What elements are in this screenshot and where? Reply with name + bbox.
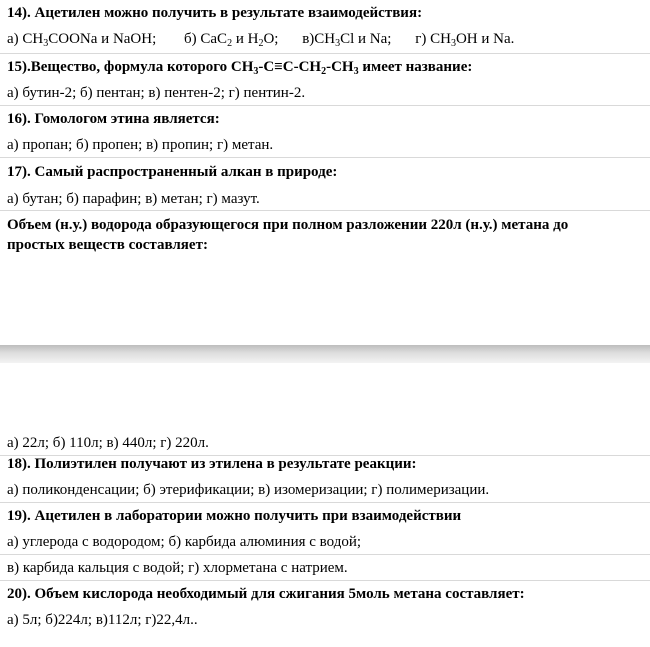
- question-14-answers: [7, 30, 514, 48]
- question-19-title: 19). Ацетилен в лаборатории можно получить при взаимодействии: [7, 508, 462, 524]
- question-18-title: 18). Полиэтилен получают из этилена в результате реакции:: [7, 456, 417, 472]
- divider: [0, 105, 650, 106]
- question-14-title: 14). Ацетилен можно получить в результате взаимодействия:: [7, 5, 423, 21]
- question-volume-answers: а) 22л; б) 110л; в) 440л; г) 220л.: [7, 435, 209, 451]
- divider: [0, 157, 650, 158]
- divider: [0, 53, 650, 54]
- answer-14-a: а) $CH_3COONa$ и NaOH;: [7, 31, 157, 49]
- question-19-answers-line1: а) углерода с водородом; б) карбида алюминия с водой;: [7, 534, 362, 550]
- question-20-answers: а) 5л; б)224л; в)112л; г)22,4л..: [7, 612, 198, 628]
- question-16-title: 16). Гомологом этина является:: [7, 111, 220, 127]
- question-volume-title-line1: Объем (н.у.) водорода образующегося при полном разложении 220л (н.у.) метана до: [7, 217, 569, 233]
- question-16-answers: а) пропан; б) пропен; в) пропин; г) метан.: [7, 137, 274, 153]
- question-15-title: 15).Вещество, формула которого $CH_3-C\equiv C-CH_2-CH_3$ имеет название:: [7, 59, 473, 77]
- divider: [0, 210, 650, 211]
- divider: [0, 554, 650, 555]
- answer-14-d: г) $CH_3OH$ и Na.: [415, 31, 515, 49]
- question-volume-title-line2: простых веществ составляет:: [7, 237, 208, 253]
- question-19-answers-line2: в) карбида кальция с водой; г) хлорметана с натрием.: [7, 560, 348, 576]
- answer-14-c: $в)CH_3Cl$ и Na;: [302, 31, 392, 49]
- question-17-answers: а) бутан; б) парафин; в) метан; г) мазут.: [7, 191, 260, 207]
- divider: [0, 580, 650, 581]
- question-15-answers: а) бутин-2; б) пентан; в) пентен-2; г) пентин-2.: [7, 85, 306, 101]
- page-break-gap: [0, 345, 650, 363]
- question-18-answers: а) поликонденсации; б) этерификации; в) изомеризации; г) полимеризации.: [7, 482, 490, 498]
- divider: [0, 502, 650, 503]
- question-17-title: 17). Самый распространенный алкан в природе:: [7, 164, 338, 180]
- question-20-title: 20). Объем кислорода необходимый для сжигания 5моль метана составляет:: [7, 586, 525, 602]
- answer-14-b: б) CaC$_2$ и $H_2O$;: [184, 31, 279, 49]
